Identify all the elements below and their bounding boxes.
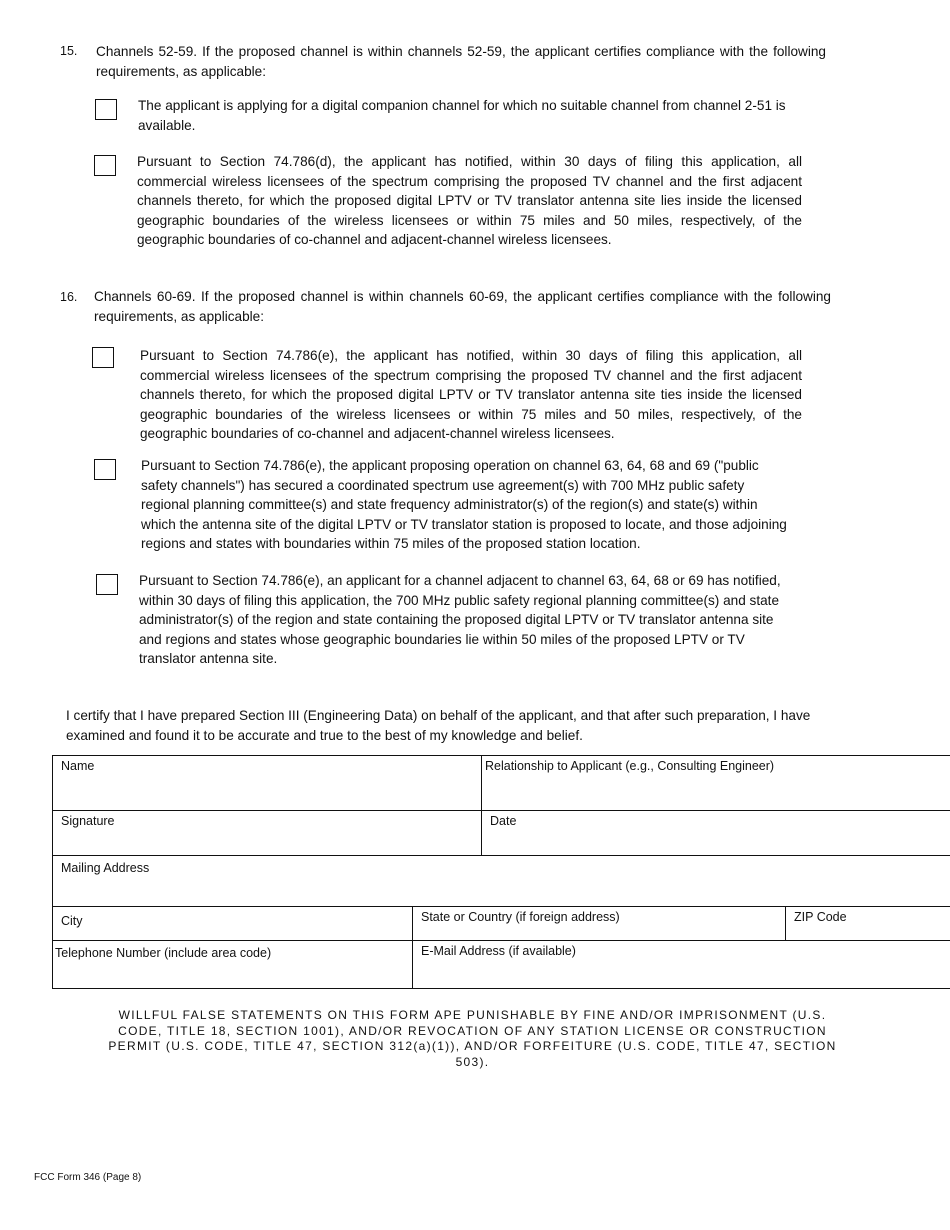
- question-15-number: 15.: [60, 44, 78, 58]
- signature-field[interactable]: [53, 811, 482, 856]
- certification-table: [52, 755, 950, 989]
- q16-option-2-text: Pursuant to Section 74.786(e), the applicant proposing operation on channel 63, 64, 68 and 69 ("public safety channels") has secured a coordinated spectrum use agreement(s) with 700 MHz public safety regional planning committee(s) and state frequency administrator(s) of the region(s) and state(s) within which the antenna site of the digital LPTV or TV translator station is proposed to locate, and those adjoining regions and states with boundaries within 75 miles of the proposed station location.: [141, 458, 787, 551]
- name-field[interactable]: [53, 756, 482, 811]
- q16-option-1-text: Pursuant to Section 74.786(e), the applicant has notified, within 30 days of filing this application, all commercial wireless licensees of the spectrum comprising the proposed TV channel and the first adjacent channels thereto, for which the proposed digital LPTV or TV translator antenna site ties inside the licensed geographic boundaries of the wireless licensees or within 75 miles and 50 miles, respectively, of the geographic boundaries of co-channel and adjacent-channel wireless licensees.: [140, 348, 802, 441]
- q15-option-1-text: The applicant is applying for a digital companion channel for which no suitable channel from channel 2-51 is available.: [138, 98, 786, 133]
- telephone-field[interactable]: [53, 941, 413, 989]
- false-statement-warning: WILLFUL FALSE STATEMENTS ON THIS FORM APE PUNISHABLE BY FINE AND/OR IMPRISONMENT (U.S. CODE, TITLE 18, SECTION 1001), AND/OR REVOCATION OF ANY STATION LICENSE OR CONSTRUCTION PERMIT (U.S. CODE, TITLE 47, SECTION 312(a)(1)), AND/OR FORFEITURE (U.S. CODE, TITLE 47, SECTION 503).: [108, 1008, 837, 1069]
- relationship-field[interactable]: [482, 756, 950, 811]
- q15-option-2-checkbox[interactable]: [94, 155, 116, 176]
- q15-option-1-checkbox[interactable]: [95, 99, 117, 120]
- form-page-footer: FCC Form 346 (Page 8): [34, 1172, 142, 1183]
- zip-code-label: ZIP Code: [794, 910, 847, 924]
- city-label: City: [61, 914, 83, 928]
- mailing-address-field[interactable]: [53, 856, 950, 907]
- date-label: Date: [490, 814, 517, 828]
- city-field[interactable]: [53, 907, 413, 941]
- email-field[interactable]: [413, 941, 950, 989]
- telephone-label: Telephone Number (include area code): [55, 946, 272, 960]
- certification-statement: I certify that I have prepared Section III (Engineering Data) on behalf of the applicant, and that after such preparation, I have examined and found it to be accurate and true to the best of my knowledge and belief.: [66, 708, 811, 743]
- mailing-address-label: Mailing Address: [61, 861, 150, 875]
- relationship-label: Relationship to Applicant (e.g., Consulting Engineer): [485, 759, 775, 773]
- signature-label: Signature: [61, 814, 115, 828]
- email-label: E-Mail Address (if available): [421, 944, 576, 958]
- state-country-label: State or Country (if foreign address): [421, 910, 620, 924]
- date-field[interactable]: [482, 811, 950, 856]
- question-16-text: Channels 60-69. If the proposed channel is within channels 60-69, the applicant certifies compliance with the following requirements, as applicable:: [94, 289, 831, 324]
- zip-code-field[interactable]: [786, 907, 950, 941]
- question-15-text: Channels 52-59. If the proposed channel is within channels 52-59, the applicant certifies compliance with the following requirements, as applicable:: [96, 44, 826, 79]
- q15-option-2-text: Pursuant to Section 74.786(d), the applicant has notified, within 30 days of filing this application, all commercial wireless licensees of the spectrum comprising the proposed TV channel and the first adjacent channels thereto, for which the proposed digital LPTV or TV translator antenna site lies inside the licensed geographic boundaries of the wireless licensees or within 75 miles and 50 miles, respectively, of the geographic boundaries of co-channel and adjacent-channel wireless licensees.: [137, 154, 802, 247]
- q16-option-3-text: Pursuant to Section 74.786(e), an applicant for a channel adjacent to channel 63, 64, 68 or 69 has notified, within 30 days of filing this application, the 700 MHz public safety regional planning committee(s) and state administrator(s) of the region and state containing the proposed digital LPTV or TV translator antenna site and regions and states whose geographic boundaries lie within 50 miles of the proposed LPTV or TV translator antenna site.: [139, 573, 781, 666]
- q16-option-1-checkbox[interactable]: [92, 347, 114, 368]
- q16-option-2-checkbox[interactable]: [94, 459, 116, 480]
- state-country-field[interactable]: [413, 907, 786, 941]
- q16-option-3-checkbox[interactable]: [96, 574, 118, 595]
- name-label: Name: [61, 759, 95, 773]
- question-16-number: 16.: [60, 290, 78, 304]
